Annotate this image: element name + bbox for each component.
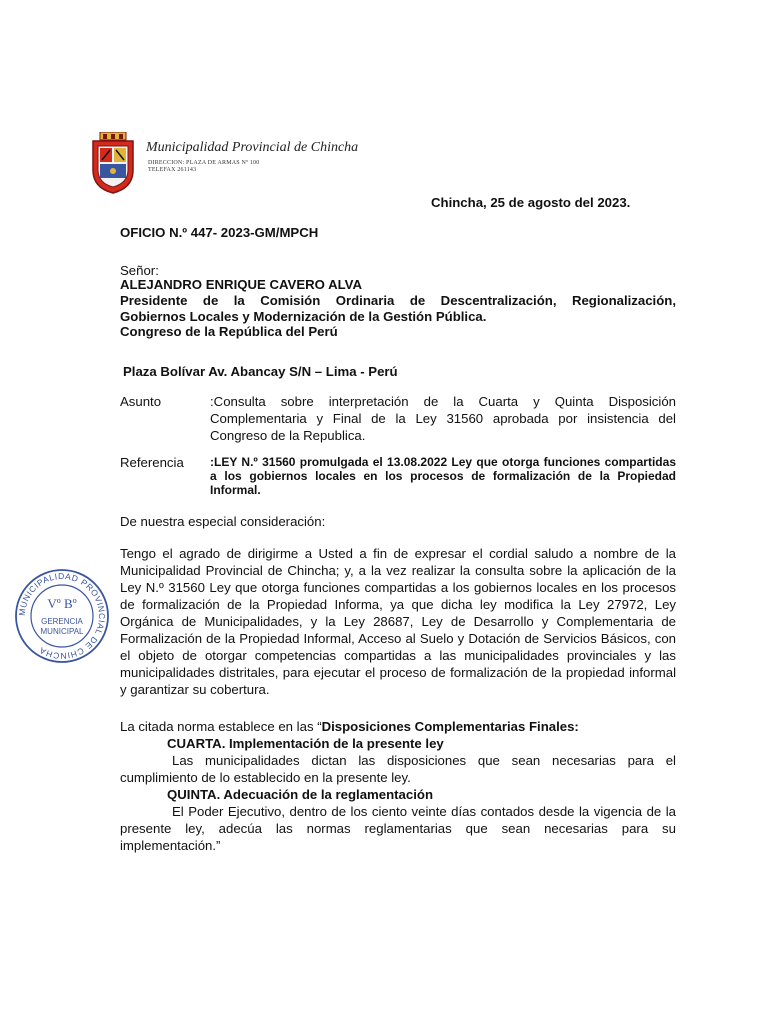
recipient-title-line1: Presidente de la Comisión Ordinaria de Descentralización, Regionalización,	[120, 293, 676, 308]
municipality-name: Municipalidad Provincial de Chincha	[146, 140, 359, 155]
recipient-title-line2: Gobiernos Locales y Modernización de la Gestión Pública.	[120, 309, 487, 324]
norma-intro	[120, 718, 676, 735]
referencia-text: :LEY N.º 31560 promulgada el 13.08.2022 Ley que otorga funciones compartidas a los gobiernos locales en los procesos de formalización de la Propiedad Informal.	[210, 455, 676, 497]
municipal-shield-logo	[90, 132, 136, 194]
phone-line: TELEFAX 261143	[148, 167, 197, 173]
quinta-heading: QUINTA. Adecuación de la reglamentación	[167, 787, 434, 802]
recipient-institution: Congreso de la República del Perú	[120, 324, 338, 339]
letterhead-address	[148, 160, 259, 174]
body-paragraph: Tengo el agrado de dirigirme a Usted a fin de expresar el cordial saludo a nombre de la Municipalidad Provincial de Chincha; y, a la vez realizar la consulta sobre la aplicación de la Ley N.º 31560 Ley que otorga funciones compartidas a los gobiernos locales en los procesos de formalización de la Propiedad Informa, ya que dicha ley modifica la Ley 27972, Ley Orgánica de Municipalidades, y la Ley 28687, Ley de Desarrollo y Complementaria de Formalización de la Propiedad Informal, Acceso al Suelo y Dotación de Servicios Básicos, con el objeto de otorgar competencias compartidas a las municipalidades provinciales y las municipalidades distritales, para ejecutar el proceso de formalización de la propiedad informal y garantizar su cobertura.	[120, 546, 676, 697]
norma-intro-prefix: La citada norma establece en las “	[120, 719, 322, 734]
asunto-text: :Consulta sobre interpretación de la Cuarta y Quinta Disposición Complementaria y Final de la Ley 31560 aprobada por insistencia del Congreso de la Republica.	[210, 394, 676, 443]
cuarta-text: Las municipalidades dictan las disposiciones que sean necesarias para el cumplimiento de lo establecido en la presente ley.	[120, 753, 676, 785]
oficio-reference: OFICIO N.º 447- 2023-GM/MPCH	[120, 225, 319, 240]
cuarta-heading: CUARTA. Implementación de la presente ley	[167, 736, 444, 751]
recipient-address: Plaza Bolívar Av. Abancay S/N – Lima - Perú	[123, 364, 398, 379]
stamp-office-line1: GERENCIA	[41, 617, 83, 626]
asunto-label: Asunto	[120, 394, 162, 409]
recipient-name: ALEJANDRO ENRIQUE CAVERO ALVA	[120, 277, 363, 292]
salutation: Señor:	[120, 263, 159, 278]
stamp-office-line2: MUNICIPAL	[40, 627, 84, 636]
quinta-text: El Poder Ejecutivo, dentro de los ciento veinte días contados desde la vigencia de la presente ley, adecúa las normas reglamentarias que sean necesarias para su implementación.”	[120, 804, 676, 853]
gerencia-municipal-stamp	[14, 568, 110, 664]
date-line: Chincha, 25 de agosto del 2023.	[431, 195, 631, 210]
address-line: DIRECCION: PLAZA DE ARMAS Nº 100	[148, 160, 260, 166]
stamp-vobo: Vº Bº	[47, 596, 77, 611]
norma-intro-bold: Disposiciones Complementarias Finales:	[321, 719, 579, 734]
stamp-ring-text: MUNICIPALIDAD PROVINCIAL DE CHINCHA	[16, 570, 108, 662]
referencia-label: Referencia	[120, 455, 184, 470]
greeting: De nuestra especial consideración:	[120, 514, 326, 529]
